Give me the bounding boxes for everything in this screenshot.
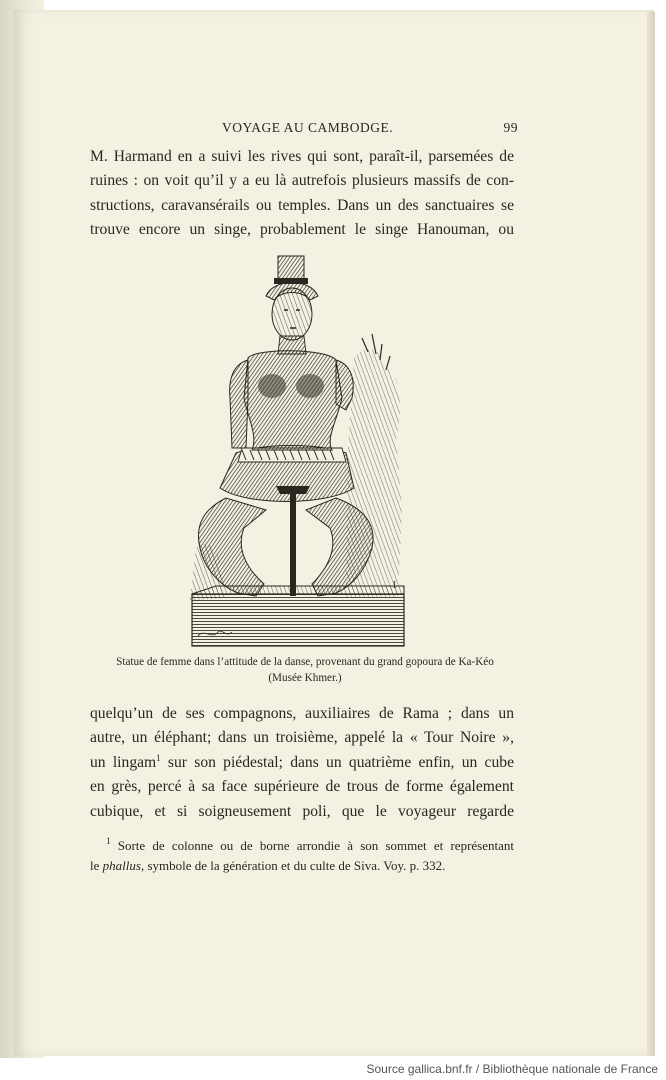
figure-caption	[70, 654, 540, 686]
page-number: 99	[503, 120, 518, 135]
text-line: ruines : on voit qu’il y a eu là autrefois plusieurs massifs de con-	[90, 172, 514, 190]
source-credit: Source gallica.bnf.fr / Bibliothèque nationale de France	[366, 1062, 658, 1076]
footnote-text: Sorte de colonne ou de borne arrondie à son sommet et représentant	[110, 838, 514, 853]
text-line-with-footnote-ref	[90, 751, 514, 775]
text-line: en grès, percé à sa face supérieure de trous de forme également	[90, 778, 514, 796]
body-text-bottom	[90, 702, 514, 824]
source-bar	[0, 1058, 666, 1080]
text-line: cubique, et si soigneusement poli, que le voyageur regarde	[90, 802, 514, 820]
text-line: autre, un éléphant; dans un troisième, appelé la « Tour Noire »,	[90, 729, 514, 747]
text-line: structions, caravansérails ou temples. Dans un des sanctuaires se	[90, 196, 514, 214]
text-line: quelqu’un de ses compagnons, auxiliaires de Rama ; dans un	[90, 705, 514, 722]
footnote-line	[90, 856, 514, 876]
footnote-text: le	[90, 858, 103, 873]
running-title: VOYAGE AU CAMBODGE.	[222, 120, 394, 135]
statue-illustration	[186, 248, 406, 648]
text-line: M. Harmand en a suivi les rives qui sont, paraît-il, parsemées de	[90, 148, 514, 165]
footnote-line	[90, 836, 514, 856]
footnotes	[90, 836, 514, 876]
caption-line: (Musée Khmer.)	[268, 672, 342, 684]
plate-number: 1	[392, 580, 397, 591]
footnote-marker: 1	[106, 836, 111, 846]
footnote-text: , symbole de la génération et du culte de Siva. Voy. p. 332.	[140, 858, 446, 873]
footnote-italic: phallus	[102, 858, 141, 873]
body-text-top	[90, 145, 514, 243]
caption-line: Statue de femme dans l’attitude de la danse, provenant du grand gopoura de Ka-Kéo	[116, 656, 494, 668]
footnote-ref: 1	[156, 752, 161, 763]
text-fragment: sur son piédestal; dans un quatrième enfin, un cube	[160, 753, 514, 771]
statue-engraving	[186, 248, 406, 648]
text-fragment: un lingam	[90, 753, 157, 771]
page-edge	[647, 12, 655, 1056]
text-line: trouve encore un singe, probablement le singe Hanouman, ou	[90, 221, 514, 239]
running-head	[90, 120, 518, 140]
